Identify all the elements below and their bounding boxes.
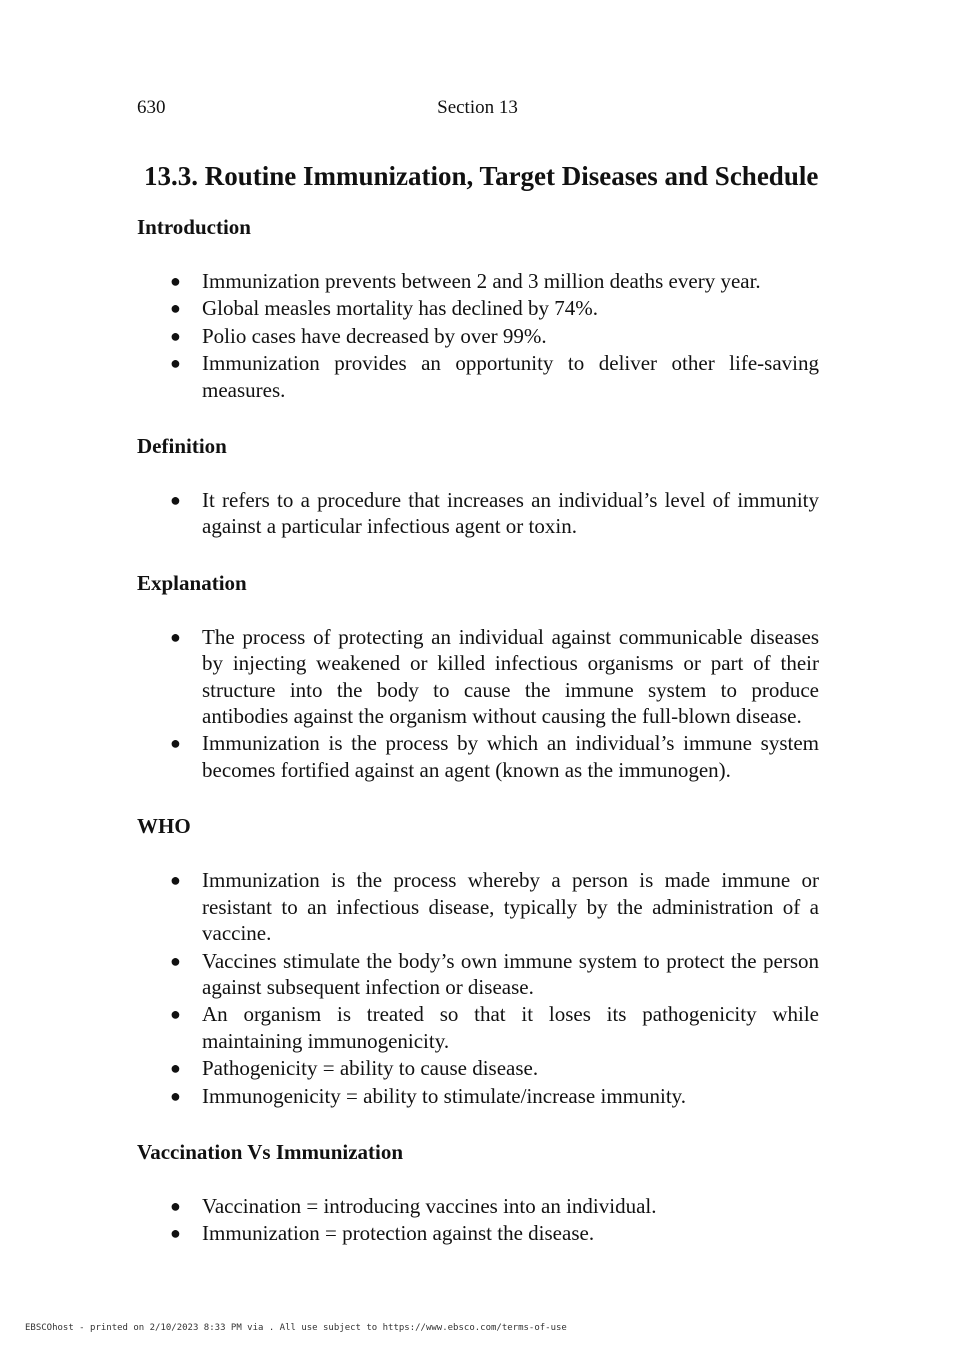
list-item: ● Immunization provides an opportunity to deliver other life-saving measures. xyxy=(170,351,819,402)
list-item: ● Vaccines stimulate the body’s own immune system to protect the person against subsequent infection or disease. xyxy=(170,948,819,999)
bullet-icon: ● xyxy=(170,1004,181,1025)
list-item: ● The process of protecting an individual against communicable diseases by injecting weakened or killed infectious organisms or part of their structure into the body to cause the immune system to produce antibodies against the organism without causing the full-blown disease. xyxy=(170,624,819,729)
bullet-list xyxy=(137,867,819,1109)
list-item: ● Immunization prevents between 2 and 3 million deaths every year. xyxy=(170,269,761,293)
list-item: ● Pathogenicity = ability to cause disease. xyxy=(170,1056,539,1081)
section-heading: Vaccination Vs Immunization xyxy=(137,1139,404,1164)
section-heading: WHO xyxy=(137,814,191,839)
page-content xyxy=(137,212,819,1275)
section-heading: Definition xyxy=(137,434,227,459)
list-item: ● Vaccination = introducing vaccines into an individual. xyxy=(170,1193,657,1218)
list-item: ● An organism is treated so that it loses its pathogenicity while maintaining immunogenicity. xyxy=(170,1002,819,1053)
bullet-icon: ● xyxy=(170,626,181,647)
print-footer: EBSCOhost - printed on 2/10/2023 8:33 PM via . All use subject to https://www.ebsco.com/terms-of-use xyxy=(25,1323,567,1333)
bullet-icon: ● xyxy=(170,1085,181,1106)
list-item: ● Polio cases have decreased by over 99%. xyxy=(170,323,547,348)
bullet-list xyxy=(137,268,819,403)
bullet-icon: ● xyxy=(170,950,181,971)
bullet-list xyxy=(137,1193,819,1247)
list-item: ● Immunization = protection against the disease. xyxy=(170,1221,595,1246)
bullet-icon: ● xyxy=(170,271,181,291)
bullet-icon: ● xyxy=(170,1195,181,1216)
bullet-list xyxy=(137,487,819,540)
bullet-icon: ● xyxy=(170,1058,181,1079)
bullet-icon: ● xyxy=(170,870,181,891)
bullet-list xyxy=(137,624,819,783)
bullet-icon: ● xyxy=(170,325,181,346)
chapter-title: 13.3. Routine Immunization, Target Diseases and Schedule xyxy=(144,161,819,191)
bullet-icon: ● xyxy=(170,298,181,319)
running-header: Section 13 xyxy=(437,97,518,118)
list-item: ● Immunization is the process whereby a person is made immune or resistant to an infectious disease, typically by the administration of a vaccine. xyxy=(170,868,819,946)
bullet-icon: ● xyxy=(170,1223,181,1244)
list-item: ● Immunogenicity = ability to stimulate/increase immunity. xyxy=(170,1083,687,1108)
bullet-icon: ● xyxy=(170,490,181,511)
list-item: ● Immunization is the process by which an individual’s immune system becomes fortified against an agent (known as the immunogen). xyxy=(170,731,819,782)
section-heading: Introduction xyxy=(137,215,251,239)
section-heading: Explanation xyxy=(137,570,247,595)
page-number: 630 xyxy=(137,97,166,118)
bullet-icon: ● xyxy=(170,353,181,374)
list-item: ● Global measles mortality has declined by 74%. xyxy=(170,296,598,321)
bullet-icon: ● xyxy=(170,733,181,754)
list-item: ● It refers to a procedure that increases an individual’s level of immunity against a particular infectious agent or toxin. xyxy=(170,488,819,539)
